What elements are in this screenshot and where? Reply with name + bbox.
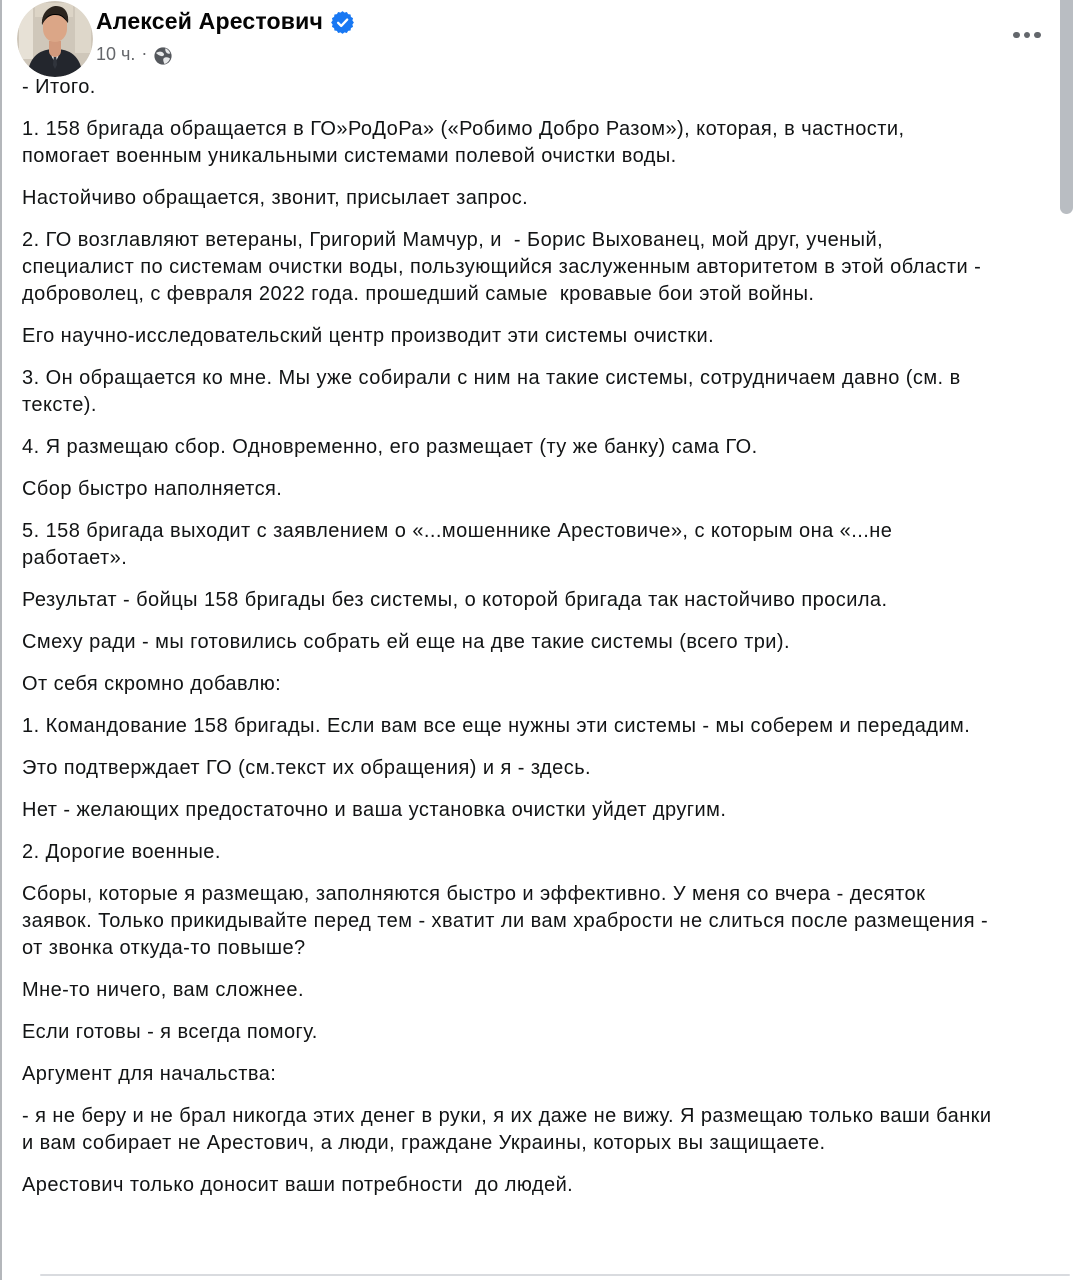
ellipsis-dot [1034,32,1041,39]
divider [40,1274,1070,1276]
post-paragraph: - Итого. [22,76,96,98]
post-paragraph: Если готовы - я всегда помогу. [22,1021,318,1043]
ellipsis-dot [1024,32,1031,39]
post-paragraph: Сборы, которые я размещаю, заполняются быстро и эффективно. У меня со вчера - десяток заявок. Только прикидывайте перед тем - хватит ли вам храбрости не слиться после размещения - от звонка откуда-то повыше? [22,883,995,959]
verified-badge-icon [331,11,354,34]
post-paragraph: Сбор быстро наполняется. [22,478,283,500]
post-paragraph: Результат - бойцы 158 бригады без системы, о которой бригада так настойчиво просила. [22,589,888,611]
post-paragraph: 2. Дорогие военные. [22,841,221,863]
post-paragraph: От себя скромно добавлю: [22,673,282,695]
ellipsis-dot [1013,32,1020,39]
post-paragraph: Смеху ради - мы готовились собрать ей еще на две такие системы (всего три). [22,631,791,653]
post-paragraph: Это подтверждает ГО (см.текст их обращения) и я - здесь. [22,757,592,779]
post-paragraph: Нет - желающих предостаточно и ваша установка очистки уйдет другим. [22,799,727,821]
post-paragraph: 1. 158 бригада обращается в ГО»РоДоРа» («Робимо Добро Разом»), которая, в частности, помогает военным уникальными системами полевой очистки воды. [22,118,911,167]
post-paragraph: - я не беру и не брал никогда этих денег в руки, я их даже не вижу. Я размещаю только ваши банки и вам собирает не Арестович, а люди, граждане Украины, которых вы защищаете. [22,1105,998,1154]
post-paragraph: Арестович только доносит ваши потребности до людей. [22,1174,574,1196]
post-paragraph: Мне-то ничего, вам сложнее. [22,979,304,1001]
post-paragraph: 5. 158 бригада выходит с заявлением о «...мошеннике Арестовиче», с которым она «...не работает». [22,520,899,569]
post-paragraph: 4. Я размещаю сбор. Одновременно, его размещает (ту же банку) сама ГО. [22,436,758,458]
screen-edge-line [0,0,2,1280]
post-paragraph: Настойчиво обращается, звонит, присылает запрос. [22,187,529,209]
globe-icon [153,46,173,66]
post-paragraph: Аргумент для начальства: [22,1063,277,1085]
timestamp[interactable]: 10 ч. [96,44,136,64]
scrollbar-thumb[interactable] [1060,0,1073,214]
avatar[interactable] [17,1,93,77]
author-name[interactable]: Алексей Арестович [96,8,324,34]
more-options-button[interactable] [1013,26,1047,44]
post-paragraph: Его научно-исследовательский центр производит эти системы очистки. [22,325,715,347]
post-paragraph: 1. Командование 158 бригады. Если вам все еще нужны эти системы - мы соберем и передадим. [22,715,971,737]
meta-separator: · [141,43,148,63]
post-content [22,74,997,1214]
post-paragraph: 3. Он обращается ко мне. Мы уже собирали с ним на такие системы, сотрудничаем давно (см. в тексте). [22,367,967,416]
post-paragraph: 2. ГО возглавляют ветераны, Григорий Мамчур, и - Борис Выхованец, мой друг, ученый, специалист по системам очистки воды, пользующийся заслуженным авторитетом в этой области - доброволец, с февраля 2022 года. прошедший самые кровавые бои этой войны. [22,229,988,305]
post-meta [96,44,173,65]
avatar-image [17,1,93,77]
